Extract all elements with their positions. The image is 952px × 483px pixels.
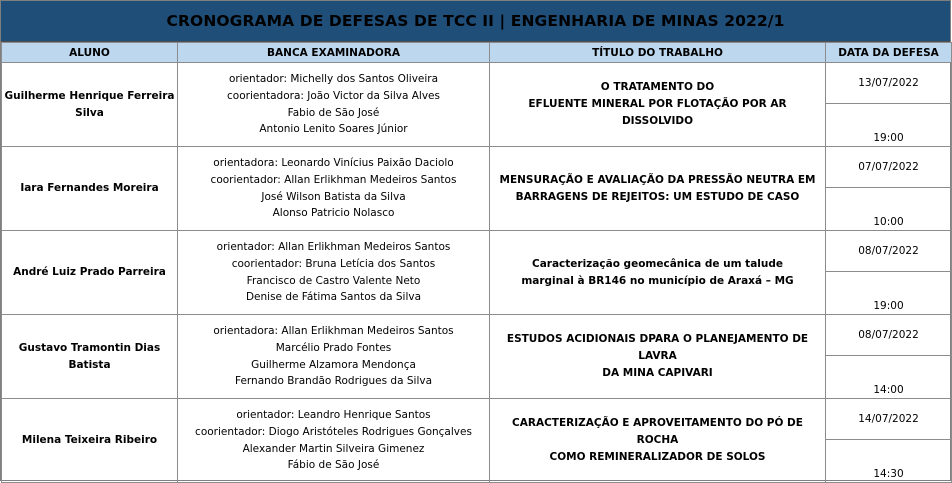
cell-aluno-line: André Luiz Prado Parreira (13, 266, 166, 278)
cell-banca-line: orientadora: Leonardo Vinícius Paixão Daciolo (213, 156, 454, 169)
cell-titulo-line: BARRAGENS DE REJEITOS: UM ESTUDO DE CASO (515, 190, 800, 203)
cell-aluno-line: Gustavo Tramontin Dias Batista (18, 341, 161, 371)
cell-titulo-line: ESTUDOS ACIDIONAIS DPARA O PLANEJAMENTO DE LAVRA (506, 333, 809, 362)
cell-titulo[interactable] (490, 147, 826, 231)
cell-data[interactable]: 13/07/2022 (826, 63, 952, 104)
cell-aluno-line: Silva (75, 106, 104, 119)
cell-titulo[interactable] (490, 399, 826, 483)
header-titulo: TÍTULO DO TRABALHO (490, 43, 826, 63)
cell-banca-line: coorientadora: João Victor da Silva Alves (227, 89, 440, 102)
header-data: DATA DA DEFESA (826, 43, 952, 63)
table-row (2, 399, 952, 440)
cell-hora[interactable]: 19:00 (826, 272, 952, 315)
cell-banca-line: orientador: Leandro Henrique Santos (236, 408, 431, 421)
cell-data[interactable]: 07/07/2022 (826, 147, 952, 188)
cell-titulo-line: COMO REMINERALIZADOR DE SOLOS (549, 451, 766, 463)
cell-aluno-line: Milena Teixeira Ribeiro (21, 434, 158, 446)
cell-hora[interactable]: 14:30 (826, 440, 952, 483)
cell-aluno-line: Iara Fernandes Moreira (20, 182, 159, 194)
cell-banca-line: José Wilson Batista da Silva (261, 190, 406, 203)
cell-titulo[interactable] (490, 63, 826, 147)
cell-titulo-line: MENSURAÇÃO E AVALIAÇÃO DA PRESSÃO NEUTRA EM (499, 173, 816, 186)
cell-banca[interactable] (178, 315, 490, 399)
cell-titulo-line: DA MINA CAPIVARI (602, 367, 713, 379)
cell-banca-line: Fernando Brandão Rodrigues da Silva (234, 375, 433, 388)
cell-banca-line: Fábio de São José (287, 459, 380, 472)
cell-banca-line: Denise de Fátima Santos da Silva (245, 291, 422, 304)
cell-hora[interactable]: 10:00 (826, 188, 952, 231)
cell-hora[interactable]: 19:00 (826, 104, 952, 147)
table-row (2, 63, 952, 104)
header-aluno: ALUNO (2, 43, 178, 63)
cell-banca[interactable] (178, 63, 490, 147)
cell-banca-line: orientador: Michelly dos Santos Oliveira (228, 72, 439, 85)
cell-aluno[interactable] (2, 147, 178, 231)
cell-aluno[interactable] (2, 315, 178, 399)
cell-titulo-line: O TRATAMENTO DO (600, 81, 715, 93)
cell-banca-line: coorientador: Allan Erlikhman Medeiros Santos (210, 173, 457, 186)
cell-banca-line: Guilherme Alzamora Mendonça (251, 358, 416, 371)
header-row (2, 43, 952, 63)
cell-banca-line: coorientador: Diogo Aristóteles Rodrigues Gonçalves (195, 425, 472, 438)
table-row (2, 315, 952, 356)
cell-banca[interactable] (178, 147, 490, 231)
cell-banca-line: orientador: Allan Erlikhman Medeiros Santos (216, 240, 451, 253)
cell-aluno-line: Guilherme Henrique Ferreira (4, 89, 175, 102)
cell-aluno[interactable] (2, 399, 178, 483)
table-row (2, 147, 952, 188)
cell-titulo[interactable] (490, 315, 826, 399)
cell-aluno[interactable] (2, 231, 178, 315)
cell-banca-line: Alexander Martin Silveira Gimenez (242, 442, 425, 455)
cell-hora[interactable]: 14:00 (826, 356, 952, 399)
cell-banca-line: Fabio de São José (287, 106, 380, 119)
table-row (2, 231, 952, 272)
cell-aluno[interactable] (2, 63, 178, 147)
cell-banca[interactable] (178, 399, 490, 483)
cell-titulo-line: EFLUENTE MINERAL POR FLOTAÇÃO POR AR DISSOLVIDO (528, 98, 787, 127)
cell-banca[interactable] (178, 231, 490, 315)
cell-data[interactable]: 08/07/2022 (826, 315, 952, 356)
cell-banca-line: Alonso Patricio Nolasco (272, 207, 395, 220)
cell-banca-line: Marcélio Prado Fontes (275, 341, 392, 354)
sheet-title: CRONOGRAMA DE DEFESAS DE TCC II | ENGENHARIA DE MINAS 2022/1 (1, 1, 950, 42)
cell-data[interactable]: 14/07/2022 (826, 399, 952, 440)
cell-banca-line: Francisco de Castro Valente Neto (246, 274, 421, 287)
cell-titulo-line: Caracterização geomecânica de um talude (531, 257, 783, 270)
cell-banca-line: coorientador: Bruna Letícia dos Santos (231, 257, 436, 270)
cell-data[interactable]: 08/07/2022 (826, 231, 952, 272)
header-banca: BANCA EXAMINADORA (178, 43, 490, 63)
cell-banca-line: orientadora: Allan Erlikhman Medeiros Santos (213, 324, 454, 337)
cell-titulo-line: marginal à BR146 no município de Araxá – MG (521, 274, 794, 287)
cell-titulo[interactable] (490, 231, 826, 315)
schedule-table (1, 42, 952, 483)
cell-banca-line: Antonio Lenito Soares Júnior (259, 123, 408, 136)
cell-titulo-line: CARACTERIZAÇÃO E APROVEITAMENTO DO PÓ DE ROCHA (512, 417, 803, 446)
